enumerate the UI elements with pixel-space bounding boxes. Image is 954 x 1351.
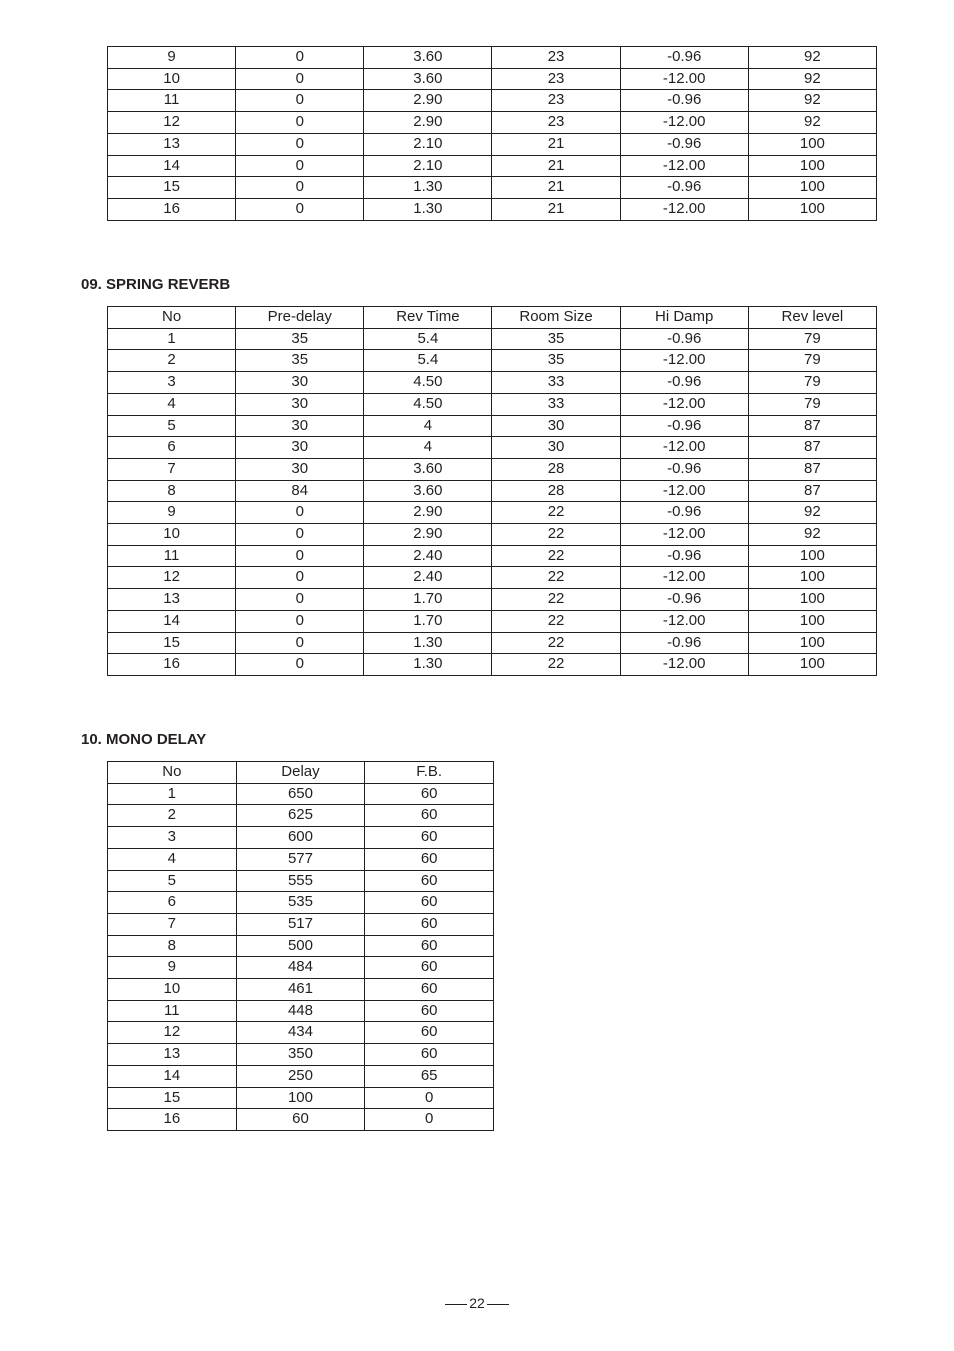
table-cell: 0 [236,654,364,676]
table-cell: 0 [236,502,364,524]
section-title-spring-reverb: 09. SPRING REVERB [81,276,231,293]
table-cell: -12.00 [620,198,748,220]
header-row [108,307,877,329]
table-cell: 79 [748,328,876,350]
section-title-mono-delay: 10. MONO DELAY [81,731,207,748]
table-cell: 11 [108,90,236,112]
table-row [108,133,877,155]
table-cell: 92 [748,47,876,69]
table-cell: 100 [748,632,876,654]
table-cell: 60 [365,848,494,870]
table-cell: 2 [108,805,237,827]
table-cell: 10 [108,68,236,90]
table-row [108,112,877,134]
table-cell: 65 [365,1065,494,1087]
table-cell: 448 [236,1000,365,1022]
table-cell: 60 [365,1044,494,1066]
table-cell: 79 [748,350,876,372]
table-cell: -12.00 [620,524,748,546]
table-cell: 3.60 [364,480,492,502]
table-cell: 0 [236,177,364,199]
table-cell: 2.10 [364,155,492,177]
table-cell: 4.50 [364,372,492,394]
table-cell: 21 [492,198,620,220]
table-cell: 2.90 [364,502,492,524]
table-cell: -0.96 [620,632,748,654]
table-cell: 3.60 [364,47,492,69]
table-cell: 5 [108,870,237,892]
table-cell: 0 [236,524,364,546]
table-cell: 92 [748,112,876,134]
table-cell: 30 [492,437,620,459]
table-cell: 11 [108,545,236,567]
table-cell: 9 [108,47,236,69]
table-cell: 28 [492,458,620,480]
table-cell: 434 [236,1022,365,1044]
table-cell: 0 [236,545,364,567]
table-cell: -12.00 [620,610,748,632]
table-cell: 2.90 [364,112,492,134]
table-cell: 577 [236,848,365,870]
table-cell: 87 [748,480,876,502]
table-row [108,350,877,372]
table-cell: -0.96 [620,545,748,567]
table-row [108,783,494,805]
table-cell: 14 [108,610,236,632]
table-cell: 1.70 [364,610,492,632]
table-cell: 23 [492,68,620,90]
table-cell: 8 [108,935,237,957]
table-row [108,827,494,849]
table-cell: 92 [748,68,876,90]
column-header: Hi Damp [620,307,748,329]
table-row [108,155,877,177]
table-cell: 16 [108,1109,237,1131]
table-cell: 100 [748,198,876,220]
table-cell: 84 [236,480,364,502]
table-row [108,567,877,589]
table-row [108,848,494,870]
table-cell: 600 [236,827,365,849]
table-row [108,437,877,459]
table-spring-reverb [107,306,877,676]
table-cell: 461 [236,979,365,1001]
table-cell: -12.00 [620,480,748,502]
table-cell: 1 [108,328,236,350]
footer-rule-left [445,1304,467,1305]
table-row [108,68,877,90]
table-cell: 4 [108,393,236,415]
table-cell: 517 [236,913,365,935]
table-cell: -0.96 [620,502,748,524]
table-cell: 2.40 [364,567,492,589]
table-row [108,458,877,480]
table-cell: -12.00 [620,68,748,90]
column-header: Room Size [492,307,620,329]
table-mono-delay-body [108,783,494,1130]
table-cell: -0.96 [620,90,748,112]
table-cell: 0 [236,610,364,632]
table-cell: 100 [236,1087,365,1109]
table-cell: 2 [108,350,236,372]
table-cell: 250 [236,1065,365,1087]
table-spring-reverb-body [108,328,877,675]
table-cell: 35 [492,350,620,372]
table-cell: -12.00 [620,155,748,177]
table-cell: 650 [236,783,365,805]
table-cell: 12 [108,1022,237,1044]
table-cell: 4 [364,415,492,437]
table-cell: 535 [236,892,365,914]
table-cell: 79 [748,372,876,394]
table-cell: 15 [108,632,236,654]
table-cell: 7 [108,913,237,935]
table-cell: 2.40 [364,545,492,567]
table-cell: 10 [108,979,237,1001]
table-cell: 100 [748,545,876,567]
table-cell: 100 [748,177,876,199]
table-row [108,654,877,676]
table-cell: 60 [365,827,494,849]
table-cell: -0.96 [620,47,748,69]
table-cell: 13 [108,1044,237,1066]
table-row [108,957,494,979]
table-cell: 14 [108,1065,237,1087]
column-header: No [108,762,237,784]
table-cell: 60 [365,1000,494,1022]
table-cell: 30 [236,393,364,415]
table-row [108,1000,494,1022]
table-row [108,524,877,546]
table-cell: 100 [748,133,876,155]
table-cell: 60 [365,1022,494,1044]
table-cell: 9 [108,502,236,524]
table-cell: 92 [748,524,876,546]
table-cell: 0 [236,47,364,69]
table-row [108,1109,494,1131]
table-cell: 5.4 [364,328,492,350]
table-row [108,90,877,112]
column-header: Rev Time [364,307,492,329]
table-cell: 60 [365,979,494,1001]
table-cell: 60 [365,935,494,957]
table-cell: -0.96 [620,372,748,394]
table-cell: 0 [236,68,364,90]
table-cell: 0 [236,90,364,112]
table-spring-reverb-header [108,307,877,329]
table-cell: 4.50 [364,393,492,415]
table-row [108,47,877,69]
table-cell: 100 [748,610,876,632]
table-cell: -0.96 [620,328,748,350]
table-cell: 30 [236,415,364,437]
table-cell: -12.00 [620,437,748,459]
table-cell: 22 [492,610,620,632]
table-cell: 13 [108,589,236,611]
table-cell: 87 [748,437,876,459]
table-cell: 22 [492,654,620,676]
table-cell: 0 [236,155,364,177]
table-cell: 0 [236,567,364,589]
table-cell: 7 [108,458,236,480]
table-row [108,1065,494,1087]
table-row [108,1044,494,1066]
table-cell: 4 [364,437,492,459]
table-cell: 35 [492,328,620,350]
table-cell: 87 [748,458,876,480]
table-cell: 33 [492,393,620,415]
table-cell: 1.30 [364,198,492,220]
table-cell: 5.4 [364,350,492,372]
table-cell: 12 [108,112,236,134]
table-row [108,610,877,632]
table-cell: 28 [492,480,620,502]
table-cell: 1.30 [364,654,492,676]
table-cell: 30 [236,437,364,459]
table-cell: 30 [236,458,364,480]
table-cell: 16 [108,198,236,220]
table-cell: 30 [492,415,620,437]
table-cell: 21 [492,177,620,199]
table-cell: 2.10 [364,133,492,155]
table-cell: 555 [236,870,365,892]
table-row [108,393,877,415]
column-header: Pre-delay [236,307,364,329]
table-cell: 0 [236,133,364,155]
table-cell: 22 [492,567,620,589]
table-cell: 484 [236,957,365,979]
table-row [108,480,877,502]
table-cell: 22 [492,524,620,546]
table-row [108,372,877,394]
table-cell: 12 [108,567,236,589]
table-cell: -0.96 [620,177,748,199]
table-cell: 11 [108,1000,237,1022]
table-row [108,979,494,1001]
table-cell: 22 [492,632,620,654]
table-cell: 1 [108,783,237,805]
table-cell: 100 [748,155,876,177]
table-cell: 60 [365,913,494,935]
table-cell: 0 [236,112,364,134]
table-cell: 22 [492,589,620,611]
table-cell: 60 [365,870,494,892]
table-cell: -12.00 [620,654,748,676]
table-cell: 6 [108,892,237,914]
table-cell: 92 [748,90,876,112]
table-cell: 16 [108,654,236,676]
page-number: 22 [469,1295,485,1311]
table-cell: 4 [108,848,237,870]
table-row [108,328,877,350]
table-row [108,198,877,220]
table-cell: 1.30 [364,177,492,199]
table-cell: 60 [236,1109,365,1131]
table-cell: 15 [108,1087,237,1109]
table-cell: 6 [108,437,236,459]
table-cell: 1.30 [364,632,492,654]
table-cell: 1.70 [364,589,492,611]
table-cell: 0 [236,589,364,611]
table-cell: 2.90 [364,90,492,112]
table-cell: 0 [236,198,364,220]
table-cell: 2.90 [364,524,492,546]
table-cell: -0.96 [620,133,748,155]
table-cell: 22 [492,502,620,524]
table-cell: 625 [236,805,365,827]
table-cell: 60 [365,805,494,827]
table-08-body [108,47,877,221]
table-cell: -0.96 [620,589,748,611]
table-row [108,913,494,935]
table-row [108,415,877,437]
table-cell: 3.60 [364,68,492,90]
table-cell: 3.60 [364,458,492,480]
table-row [108,870,494,892]
table-cell: 60 [365,892,494,914]
header-row [108,762,494,784]
table-cell: 15 [108,177,236,199]
table-cell: 100 [748,654,876,676]
table-row [108,892,494,914]
table-cell: -0.96 [620,415,748,437]
table-08-continued [107,46,877,221]
table-cell: -0.96 [620,458,748,480]
table-cell: 13 [108,133,236,155]
table-cell: 23 [492,112,620,134]
table-cell: 23 [492,47,620,69]
table-cell: 5 [108,415,236,437]
table-row [108,589,877,611]
table-cell: 87 [748,415,876,437]
table-cell: -12.00 [620,567,748,589]
table-row [108,1087,494,1109]
table-cell: 100 [748,589,876,611]
table-cell: 9 [108,957,237,979]
column-header: Delay [236,762,365,784]
table-cell: 23 [492,90,620,112]
table-cell: 21 [492,155,620,177]
table-cell: 60 [365,957,494,979]
column-header: No [108,307,236,329]
table-cell: 35 [236,350,364,372]
column-header: Rev level [748,307,876,329]
table-cell: 500 [236,935,365,957]
table-cell: 60 [365,783,494,805]
table-cell: 35 [236,328,364,350]
table-cell: 21 [492,133,620,155]
table-cell: 79 [748,393,876,415]
table-row [108,935,494,957]
table-row [108,502,877,524]
page-footer [0,1295,954,1311]
table-cell: 0 [365,1087,494,1109]
table-row [108,177,877,199]
table-cell: 92 [748,502,876,524]
table-cell: 22 [492,545,620,567]
table-cell: 100 [748,567,876,589]
table-row [108,1022,494,1044]
table-cell: -12.00 [620,112,748,134]
table-cell: 0 [365,1109,494,1131]
table-row [108,805,494,827]
table-cell: 3 [108,372,236,394]
table-row [108,545,877,567]
table-row [108,632,877,654]
table-cell: -12.00 [620,393,748,415]
table-mono-delay-header [108,762,494,784]
table-cell: 14 [108,155,236,177]
table-cell: -12.00 [620,350,748,372]
table-mono-delay [107,761,494,1131]
table-cell: 3 [108,827,237,849]
table-cell: 0 [236,632,364,654]
column-header: F.B. [365,762,494,784]
footer-rule-right [487,1304,509,1305]
table-cell: 350 [236,1044,365,1066]
table-cell: 33 [492,372,620,394]
table-cell: 8 [108,480,236,502]
table-cell: 30 [236,372,364,394]
table-cell: 10 [108,524,236,546]
